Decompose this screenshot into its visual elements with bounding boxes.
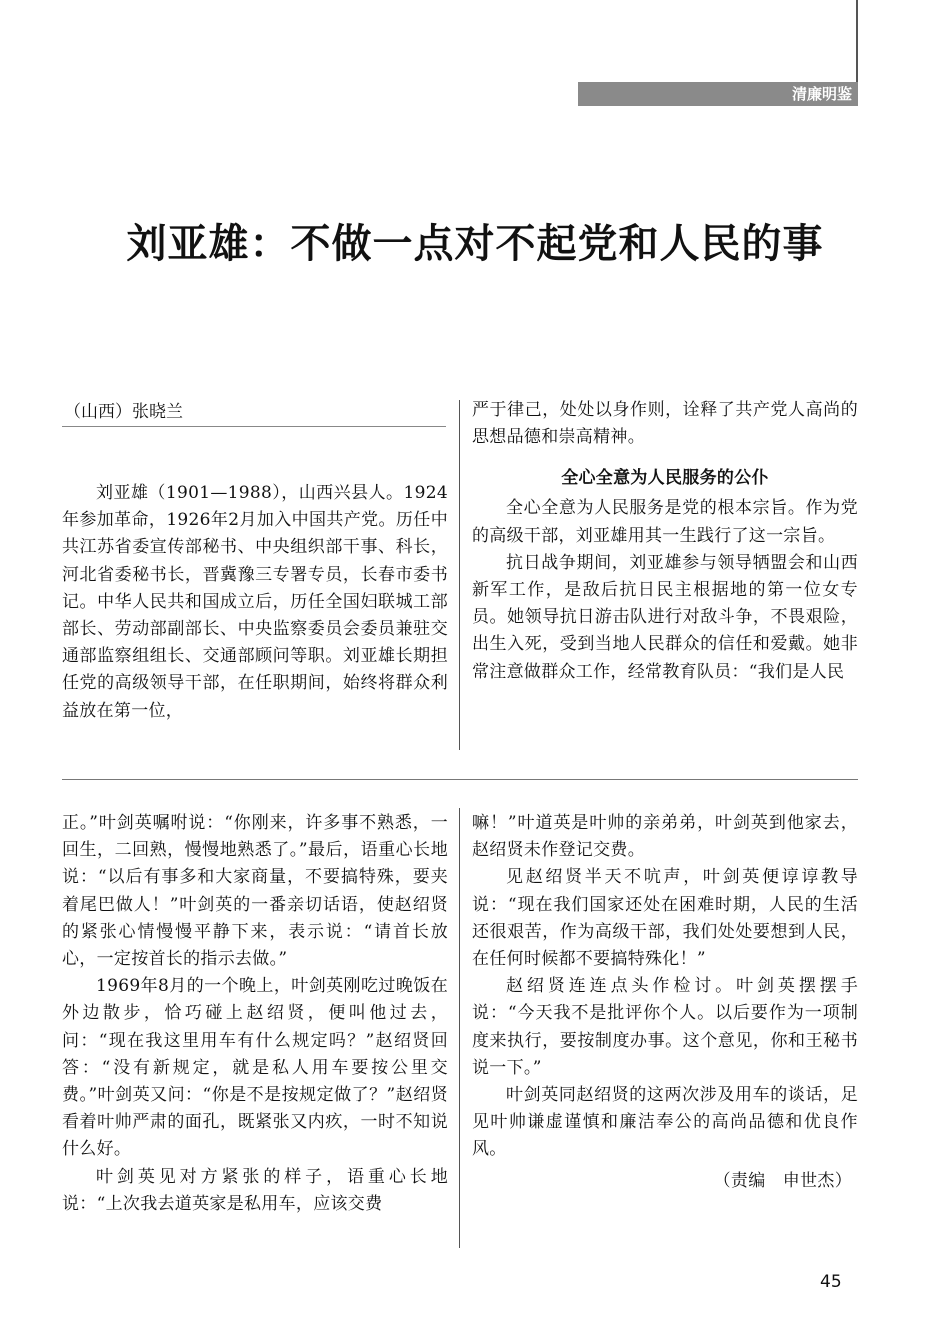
column-bottom-left: [62, 810, 448, 1218]
paragraph: 见赵绍贤半天不吭声，叶剑英便谆谆教导说：“现在我们国家还处在困难时期，人民的生活还很艰苦，作为高级干部，我们处处要想到人民，在任何时候都不要搞特殊化！”: [472, 867, 858, 970]
column-divider-top: [459, 400, 460, 750]
paragraph: 1969年8月的一个晚上，叶剑英刚吃过晚饭在外边散步，恰巧碰上赵绍贤，便叫他过去，问：“现在我这里用车有什么规定吗？”赵绍贤回答：“没有新规定，就是私人用车要按公里交费。”叶剑英又问：“你是不是按规定做了？”赵绍贤看着叶帅严肃的面孔，既紧张又内疚，一时不知说什么好。: [62, 976, 448, 1160]
horizontal-rule: [62, 779, 858, 780]
article-author: （山西）张晓兰: [64, 402, 183, 422]
paragraph: 叶剑英同赵绍贤的这两次涉及用车的谈话，足见叶帅谦虚谨慎和廉洁奉公的高尚品德和优良作风。: [472, 1085, 858, 1160]
column-bottom-right: [472, 810, 858, 1195]
paragraph-continued: 正。”叶剑英嘱咐说：“你刚来，许多事不熟悉，一回生，二回熟，慢慢地熟悉了。”最后，语重心长地说：“以后有事多和大家商量，不要搞特殊，要夹着尾巴做人！”叶剑英的一番亲切话语，使赵绍贤的紧张心情慢慢平静下来，表示说：“请首长放心，一定按首长的指示去做。”: [62, 813, 448, 970]
paragraph-continued: 严于律己，处处以身作则，诠释了共产党人高尚的思想品德和崇高精神。: [472, 400, 858, 448]
section-heading: 全心全意为人民服务的公仆: [561, 468, 769, 489]
column-top-right: [472, 397, 858, 686]
paragraph: 刘亚雄（1901—1988），山西兴县人。1924年参加革命，1926年2月加入中国共产党。历任中共江苏省委宣传部秘书、中央组织部干事、科长，河北省委秘书长，晋冀豫三专署专员，长春市委书记。中华人民共和国成立后，历任全国妇联城工部部长、劳动部副部长、中央监察委员会委员兼驻交通部监察组组长、交通部顾问等职。刘亚雄长期担任党的高级领导干部，在任职期间，始终将群众利益放在第一位，: [62, 483, 448, 721]
article-title: 刘亚雄：不做一点对不起党和人民的事: [126, 220, 824, 267]
section-tag: 清廉明鉴: [578, 82, 858, 106]
editor-credit: （责编 申世杰）: [713, 1170, 852, 1191]
author-underline: [62, 426, 446, 427]
column-divider-bottom: [459, 808, 460, 1248]
paragraph-continued: 嘛！”叶道英是叶帅的亲弟弟，叶剑英到他家去，赵绍贤未作登记交费。: [472, 813, 858, 861]
paragraph: 全心全意为人民服务是党的根本宗旨。作为党的高级干部，刘亚雄用其一生践行了这一宗旨。: [472, 498, 858, 546]
column-top-left: [62, 480, 448, 725]
paragraph: 赵绍贤连连点头作检讨。叶剑英摆摆手说：“今天我不是批评你个人。以后要作为一项制度来执行，要按制度办事。这个意见，你和王秘书说一下。”: [472, 976, 858, 1078]
page-number: 45: [820, 1272, 842, 1292]
paragraph: 抗日战争期间，刘亚雄参与领导牺盟会和山西新军工作，是敌后抗日民主根据地的第一位女专员。她领导抗日游击队进行对敌斗争，不畏艰险，出生入死，受到当地人民群众的信任和爱戴。她非常注意做群众工作，经常教育队员：“我们是人民: [472, 552, 858, 682]
paragraph: 叶剑英见对方紧张的样子，语重心长地说：“上次我去道英家是私用车，应该交费: [62, 1166, 448, 1214]
